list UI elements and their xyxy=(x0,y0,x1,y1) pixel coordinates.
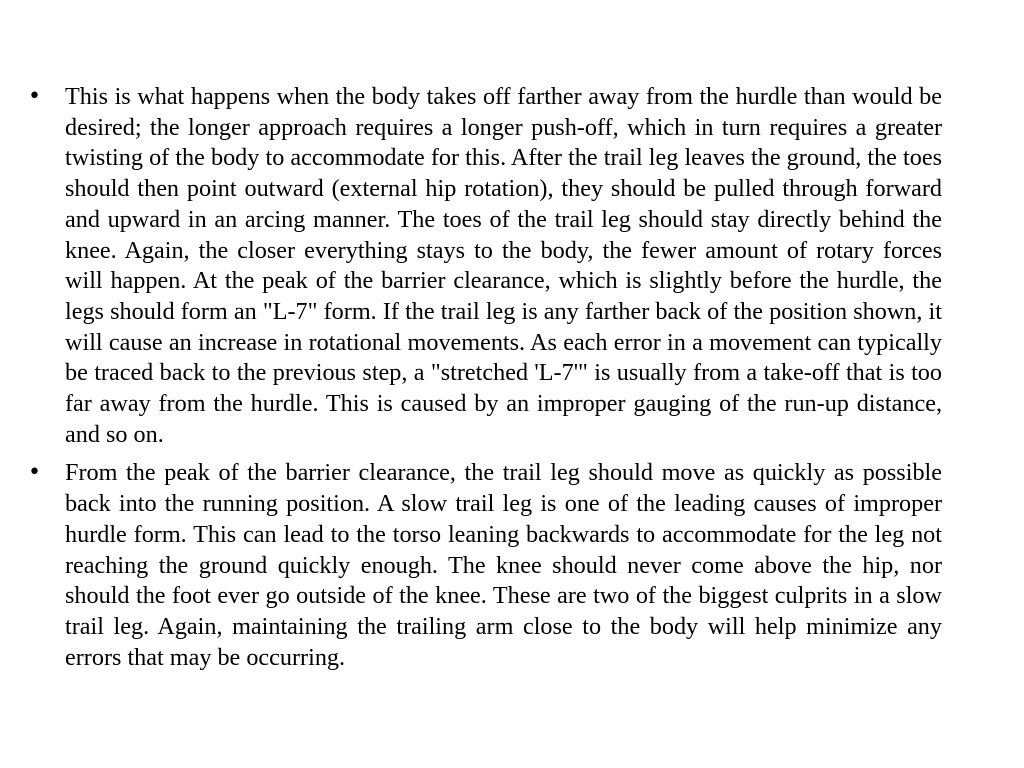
bullet-dot-icon: • xyxy=(28,84,41,109)
bullet-item-trail-leg xyxy=(28,458,942,673)
bullet-list xyxy=(28,82,942,681)
bullet-text: This is what happens when the body takes off farther away from the hurdle than would be desired; the longer approach requires a longer push-off, which in turn requires a greater twisting of the body to accommodate for this. After the trail leg leaves the ground, the toes should then point outward (external hip rotation), they should be pulled through forward and upward in an arcing manner. The toes of the trail leg should stay directly behind the knee. Again, the closer everything stays to the body, the fewer amount of rotary forces will happen. At the peak of the barrier clearance, which is slightly before the hurdle, the legs should form an "L-7" form. If the trail leg is any farther back of the position shown, it will cause an increase in rotational movements. As each error in a movement can typically be traced back to the previous step, a "stretched 'L-7'" is usually from a take-off that is too far away from the hurdle. This is caused by an improper gauging of the run-up distance, and so on. xyxy=(65,83,942,448)
bullet-text: From the peak of the barrier clearance, the trail leg should move as quickly as possible back into the running position. A slow trail leg is one of the leading causes of improper hurdle form. This can lead to the torso leaning backwards to accommodate for the leg not reaching the ground quickly enough. The knee should never come above the hip, nor should the foot ever go outside of the knee. These are two of the biggest culprits in a slow trail leg. Again, maintaining the trailing arm close to the body will help minimize any errors that may be occurring. xyxy=(65,459,942,671)
bullet-item-hurdle-takeoff xyxy=(28,82,942,450)
bullet-dot-icon: • xyxy=(28,460,41,486)
